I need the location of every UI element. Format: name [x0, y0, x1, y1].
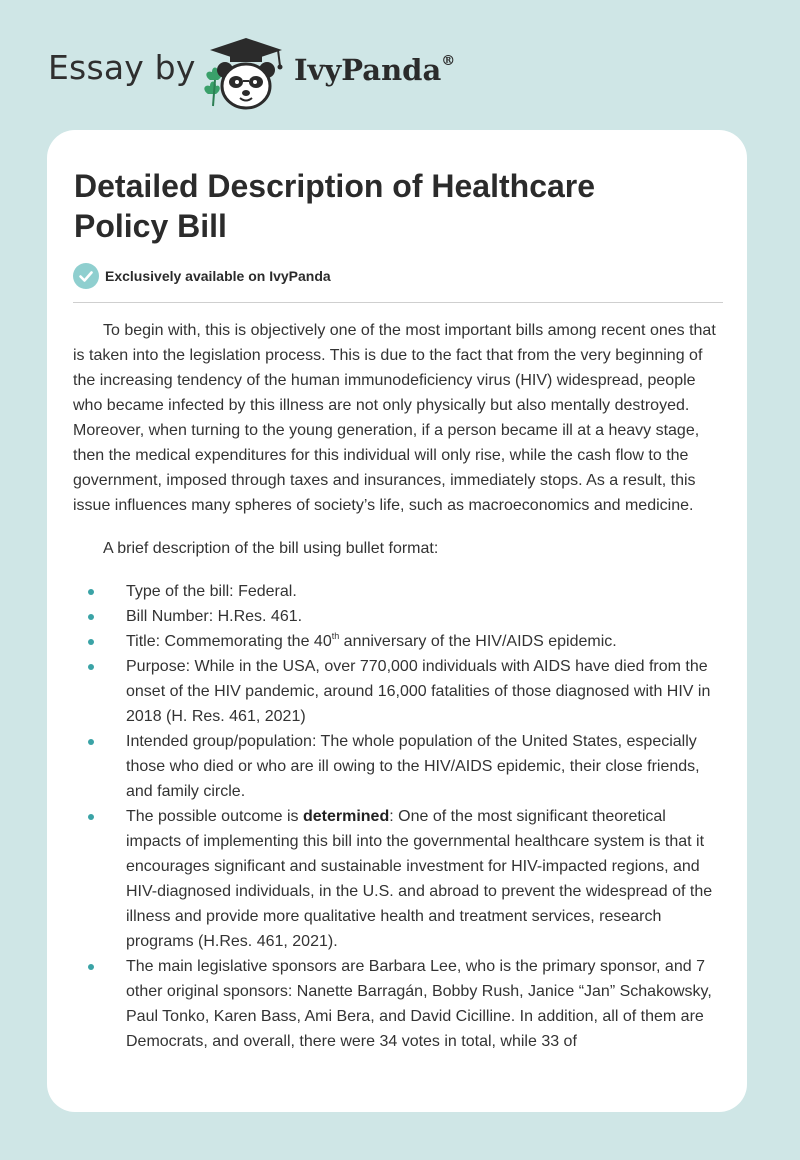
article-card [47, 130, 747, 1112]
list-item-text: The possible outcome is [126, 808, 303, 825]
list-item-title [73, 629, 723, 654]
list-item-text: Type of the bill: Federal. [126, 583, 297, 600]
list-item-sponsors [73, 954, 723, 1054]
bullet-dot [88, 739, 94, 745]
list-item-text: Purpose: While in the USA, over 770,000 individuals with AIDS have died from the onset of the HIV pandemic, around 16,000 fatalities of those diagnosed with HIV in 2018 (H. Res. 461, 2021) [126, 658, 711, 725]
brand-name[interactable] [294, 53, 455, 87]
list-item-text: The main legislative sponsors are Barbara Lee, who is the primary sponsor, and 7 other original sponsors: Nanette Barragán, Bobby Rush, Janice “Jan” Schakowsky, Paul Tonko, Karen Bass, Ami Bera, and David Cicilline. In addition, all of them are Democrats, and overall, there were 34 votes in total, while 33 of [126, 958, 712, 1050]
page-title: Detailed Description of Healthcare Policy Bill [74, 168, 596, 244]
exclusive-badge-label: Exclusively available on IvyPanda [105, 268, 331, 284]
exclusive-badge [73, 263, 331, 289]
bullet-intro-paragraph: A brief description of the bill using bullet format: [103, 540, 439, 557]
intro-paragraph: To begin with, this is objectively one of the most important bills among recent ones that is taken into the legislation process. This is due to the fact that from the very beginning of the increasing tendency of the human immunodeficiency virus (HIV) widespread, people who became infected by this illness are not only physically but also mentally destroyed. Moreover, when turning to the young generation, if a person became ill at a heavy stage, then the medical expenditures for this individual will only rise, while the cash flow to the government, imposed through taxes and insurances, immediately stops. As a result, this issue influences many spheres of society’s life, such as macroeconomics and medicine. [73, 322, 716, 514]
list-item-number [73, 604, 723, 629]
bullet-dot [88, 589, 94, 595]
article-body [73, 318, 723, 1054]
registered-mark: ® [441, 53, 456, 70]
list-item-purpose [73, 654, 723, 729]
bullet-dot [88, 639, 94, 645]
brand-name-text: IvyPanda [294, 53, 442, 87]
divider [73, 302, 723, 303]
list-item-group [73, 729, 723, 804]
ordinal-suffix: th [331, 630, 340, 641]
bullet-dot [88, 964, 94, 970]
list-item-text-cont: : One of the most significant theoretical impacts of implementing this bill into the governmental healthcare system is that it encourages significant and sustainable investment for HIV-impacted regions, and HIV-diagnosed individuals, in the U.S. and abroad to prevent the widespread of the illness and provide more qualitative health and treatment services, research programs (H.Res. 461, 2021). [126, 808, 713, 950]
list-item-type [73, 579, 723, 604]
list-item-text-cont: anniversary of the HIV/AIDS epidemic. [339, 633, 617, 650]
site-header [0, 0, 800, 120]
brand-prefix: Essay by [48, 48, 196, 87]
list-item-text: Intended group/population: The whole population of the United States, especially those who died or who are ill owing to the HIV/AIDS epidemic, their close friends, and family circle. [126, 733, 700, 800]
bold-term: determined [302, 808, 390, 825]
list-item-outcome [73, 804, 723, 954]
list-item-text: Bill Number: H.Res. 461. [126, 608, 303, 625]
list-item-text: Title: Commemorating the 40 [126, 633, 332, 650]
panda-logo-icon[interactable] [200, 36, 292, 112]
bullet-dot [88, 664, 94, 670]
bullet-dot [88, 814, 94, 820]
bill-details-list [73, 579, 723, 1054]
bullet-dot [88, 614, 94, 620]
check-circle-icon [73, 263, 99, 289]
